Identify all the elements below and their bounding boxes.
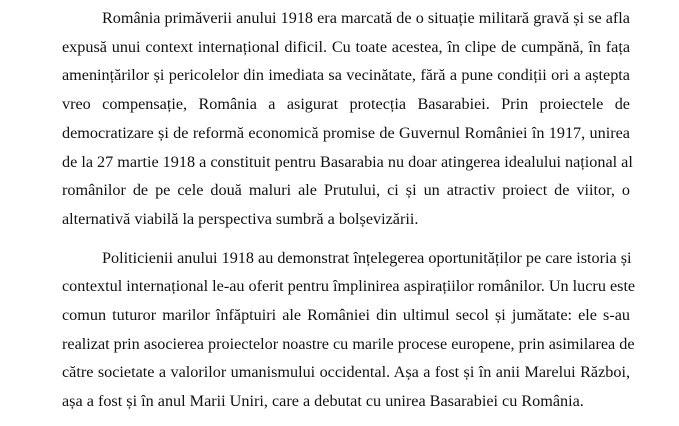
text-line: alternativă viabilă la perspectiva sumbră a bolșevizării. (62, 209, 419, 228)
text-line: de la 27 martie 1918 a constituit pentru Basarabia nu doar atingerea idealului național al (62, 152, 633, 171)
text-line: contextul internațional le-au oferit pentru împlinirea aspirațiilor românilor. Un lucru este (62, 277, 636, 296)
text-line: românilor de pe cele două maluri ale Prutului, ci și un atractiv proiect de viitor, o (62, 181, 630, 200)
document-body (62, 4, 636, 426)
text-line: către societate a valorilor umanismului occidental. Așa a fost și în anii Marelui Război, (62, 363, 630, 382)
text-line: expusă unui context internațional dificil. Cu toate acestea, în clipe de cumpănă, în fața (62, 37, 630, 56)
text-line: democratizare și de reformă economică promise de Guvernul României în 1917, unirea (62, 123, 630, 142)
text-line: așa a fost și în anul Marii Uniri, care a debutat cu unirea Basarabiei cu România. (62, 392, 584, 411)
text-line: realizat prin asocierea proiectelor noastre cu marile procese europene, prin asimilarea de (62, 334, 635, 353)
paragraph-2 (62, 244, 636, 416)
paragraph-1 (62, 4, 633, 234)
text-line: comun tuturor marilor înfăptuiri ale României din ultimul secol și jumătate: ele s-au (62, 306, 630, 325)
text-line: Politicienii anului 1918 au demonstrat înțelegerea oportunităților pe care istoria și (102, 248, 632, 267)
text-line: România primăverii anului 1918 era marcată de o situație militară gravă și se afla (102, 9, 630, 27)
text-line: vreo compensație, România a asigurat protecția Basarabiei. Prin proiectele de (62, 95, 630, 114)
text-line: amenințărilor și pericolelor din imediata sa vecinătate, fără a pune condiții ori a aștepta (62, 66, 630, 85)
